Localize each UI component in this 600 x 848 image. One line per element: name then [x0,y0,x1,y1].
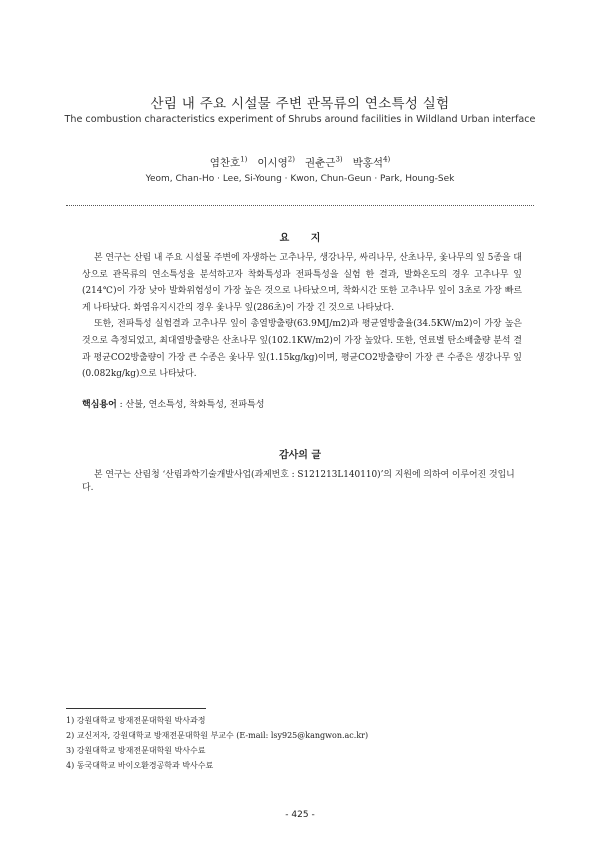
acknowledgement-heading: 감사의 글 [278,450,322,461]
abstract-heading: 요 지 [279,233,321,244]
acknowledgement-text: 본 연구는 산림청 ‘산림과학기술개발사업(과제번호 : S121213L140110)’의 지원에 의하여 이루어진 것입니다. [82,470,515,493]
footnote: 3) 강원대학교 방재전문대학원 박사수료 [66,746,206,755]
author-name: 박홍석 [352,157,384,169]
section-divider [66,205,534,206]
page-number: - 425 - [285,810,315,820]
footnote: 1) 강원대학교 방재전문대학원 박사과정 [66,716,206,725]
abstract-paragraph: 본 연구는 산림 내 주요 시설물 주변에 자생하는 고추나무, 생강나무, 싸리나무, 산초나무, 옻나무의 잎 5종을 대상으로 관목류의 연소특성을 분석하고자 착화특성과 전파특성을 실험 한 결과, 발화온도의 경우 고추나무 잎(214℃)이 가장 낮아 발화위험성이 가장 높은 것으로 나타났으며, 착화시간 또한 고추나무 잎이 3초로 가장 빠르게 나타났다. 화염유지시간의 경우 옻나무 잎(286초)이 가장 긴 것으로 나타났다. [82,253,522,313]
author-mark: 2) [287,155,295,164]
author-list [0,155,600,170]
author-name: 염찬호 [209,157,241,169]
keywords-text: : 산불, 연소특성, 착화특성, 전파특성 [116,400,265,410]
footnote: 2) 교신저자, 강원대학교 방재전문대학원 부교수 (E-mail: lsy925@kangwon.ac.kr) [66,731,369,740]
author-list-english: Yeom, Chan-Ho · Lee, Si-Young · Kwon, Chun-Geun · Park, Houng-Sek [145,174,455,184]
author-mark: 4) [383,155,391,164]
author-mark: 3) [335,155,343,164]
footnote: 4) 동국대학교 바이오환경공학과 박사수료 [66,761,214,770]
abstract-body [82,250,522,383]
abstract-paragraph: 또한, 전파특성 실험결과 고추나무 잎이 총열방출량(63.9MJ/m2)과 평균열방출율(34.5KW/m2)이 가장 높은 것으로 측정되었고, 최대열방출량은 산초나무 잎(102.1KW/m2)이 가장 높았다. 또한, 연료별 탄소배출량 분석 결과 평균CO2방출량이 가장 큰 수종은 옻나무 잎(1.15kg/kg)이며, 평균CO2방출량이 가장 큰 수종은 생강나무 잎(0.082kg/kg)으로 나타났다. [82,319,522,380]
author-mark: 1) [240,155,248,164]
paper-subtitle: The combustion characteristics experiment of Shrubs around facilities in Wildland Urban interface [64,114,536,125]
keywords-label: 핵심용어 [82,400,117,410]
paper-title: 산림 내 주요 시설물 주변 관목류의 연소특성 실험 [150,96,450,112]
footnote-rule [66,708,206,709]
footnotes [66,713,536,773]
keywords [82,397,522,410]
author-name: 권춘근 [305,157,336,169]
author-name: 이시영 [257,157,288,169]
